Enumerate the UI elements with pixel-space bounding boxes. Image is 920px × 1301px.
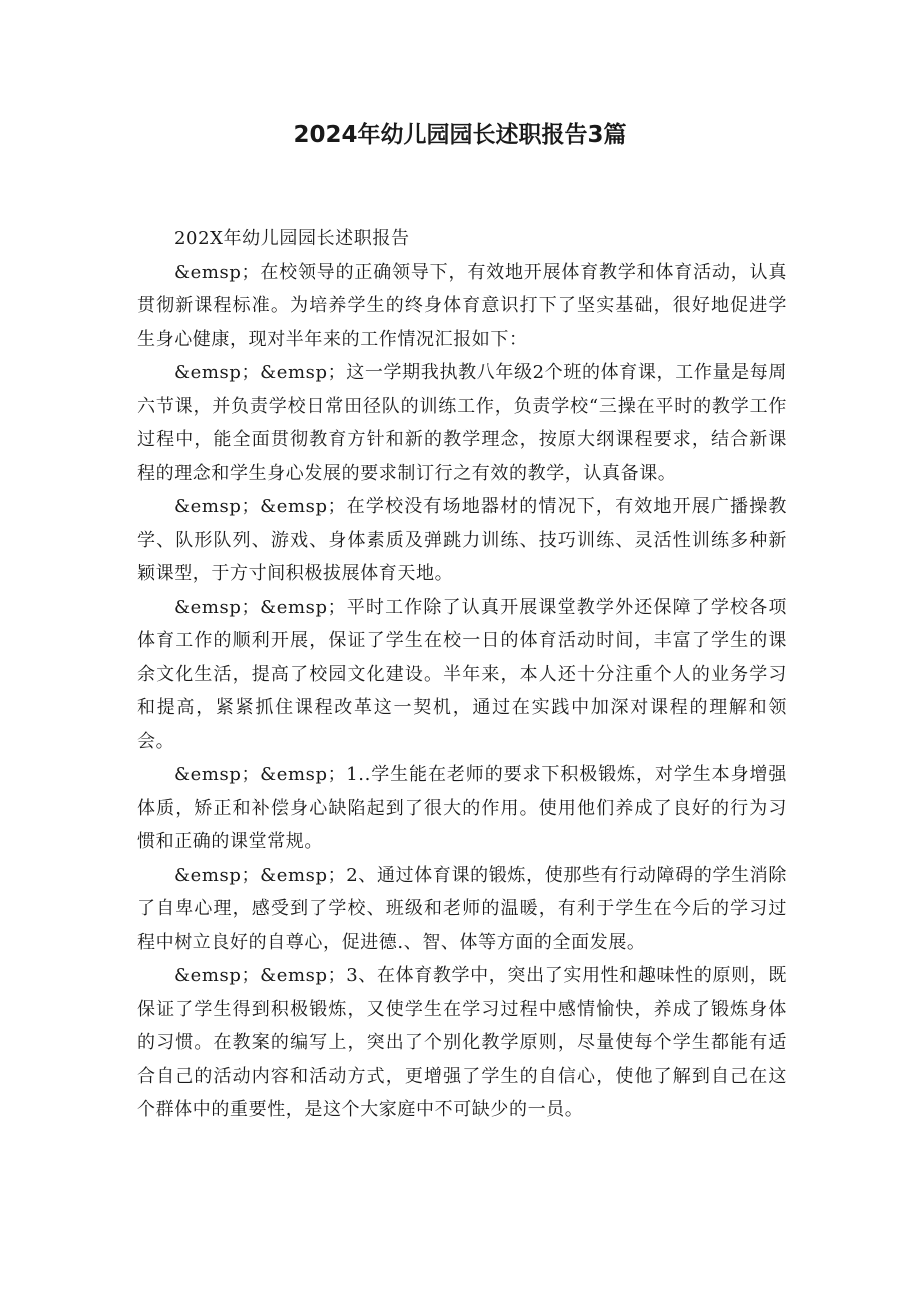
body-paragraph: &emsp；&emsp；这一学期我执教八年级2个班的体育课，工作量是每周六节课，并负责学校日常田径队的训练工作，负责学校“三操在平时的教学工作过程中，能全面贯彻教育方针和新的教学理念，按原大纲课程要求，结合新课程的理念和学生身心发展的要求制订行之有效的教学，认真备课。	[137, 362, 787, 484]
body-paragraph: &emsp；&emsp；1..学生能在老师的要求下积极锻炼，对学生本身增强体质，矫正和补偿身心缺陷起到了很大的作用。使用他们养成了良好的行为习惯和正确的课堂常规。	[137, 764, 787, 852]
body-paragraph: &emsp；&emsp；3、在体育教学中，突出了实用性和趣味性的原则，既保证了学生得到积极锻炼，又使学生在学习过程中感情愉快，养成了锻炼身体的习惯。在教案的编写上，突出了个别化教学原则，尽量使每个学生都能有适合自己的活动内容和活动方式，更增强了学生的自信心，使他了解到自己在这个群体中的重要性，是这个大家庭中不可缺少的一员。	[137, 965, 787, 1120]
body-paragraph: 202X年幼儿园园长述职报告	[174, 228, 410, 249]
body-paragraph: &emsp；&emsp；平时工作除了认真开展课堂教学外还保障了学校各项体育工作的顺利开展，保证了学生在校一日的体育活动时间，丰富了学生的课余文化生活，提高了校园文化建设。半年来，本人还十分注重个人的业务学习和提高，紧紧抓住课程改革这一契机，通过在实践中加深对课程的理解和领会。	[137, 596, 787, 752]
document-title: 2024年幼儿园园长述职报告3篇	[293, 122, 627, 148]
document-body	[137, 222, 787, 1127]
body-paragraph: &emsp；&emsp；2、通过体育课的锻炼，使那些有行动障碍的学生消除了自卑心理，感受到了学校、班级和老师的温暖，有利于学生在今后的学习过程中树立良好的自尊心，促进德.、智、体等方面的全面发展。	[137, 864, 787, 953]
body-paragraph: &emsp；在校领导的正确领导下，有效地开展体育教学和体育活动，认真贯彻新课程标准。为培养学生的终身体育意识打下了坚实基础，很好地促进学生身心健康，现对半年来的工作情况汇报如下：	[137, 261, 787, 350]
body-paragraph: &emsp；&emsp；在学校没有场地器材的情况下，有效地开展广播操教学、队形队列、游戏、身体素质及弹跳力训练、技巧训练、灵活性训练多种新颖课型，于方寸间积极拔展体育天地。	[137, 496, 787, 584]
